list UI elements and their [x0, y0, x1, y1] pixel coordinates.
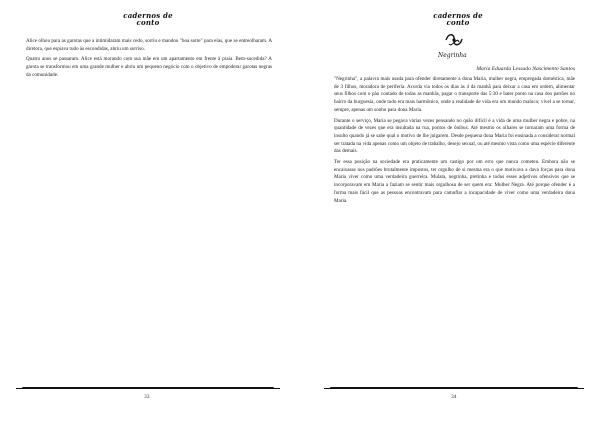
logo-line-2: conto: [136, 18, 160, 27]
story-subtitle: Negrinha: [438, 52, 467, 59]
author-byline: Maria Eduarda Lessado Nascimento Santos: [476, 66, 575, 72]
right-body-text: [334, 76, 575, 208]
left-body-text: [26, 38, 272, 83]
right-page: [300, 0, 600, 424]
left-paragraph-2: Quatro anos se passaram. Alice está morando com sua mãe em um apartamento em frente à praia. Bem-sucedida? A garota se transformou em uma grande mulher e abriu um pequeno negócio com o objetivo de empoderar garotas negras da comunidade.: [26, 56, 272, 78]
footer-rule: [22, 387, 274, 389]
logo-line-2: conto: [446, 18, 470, 27]
logo-line-1: cadernos de: [123, 11, 173, 20]
right-paragraph-1: "Negrinha", a palavra mais usada para ofender diretamente a dona Maria, mulher negra, empregada doméstica, mãe de 3 filhos, moradora de periferia. Acorda via todos os dias às 4 da manhã para deixar a casa em ordem, alimentar seus filhos com o pão contado de todas as manhãs, pagar o transporte das 5:30 e bater ponto na casa dos patrões no bairro da burguesia, onde tudo era mais harmônico, onde a realidade de vida era um mundo maluco; vivel a se tornar, sempre, apenas um sonho para dona Maria.: [334, 76, 575, 113]
right-paragraph-2: Durante o serviço, Maria se pegava várias vezes pensando no quão difícil é a vida de uma mulher negra e pobre, na quantidade de vezes que era insultada na rua, pontos de ônibus. Até mesmo os olhares se tornaram uma forma de insulto quando já se sabe qual o motivo de lhe julgarem. Desde pequena dona Maria foi ensinada a considerar normal ser tratada na vida apenas como um objeto de trabalho, desejo sexual, ou até mesmo vista como uma espécie diferente das demais.: [334, 117, 575, 155]
page-number: 33: [144, 394, 150, 400]
page-number: 34: [451, 394, 457, 400]
cadernos-logo: [118, 12, 178, 26]
flourish-ornament-icon: [443, 30, 465, 50]
right-paragraph-3: Ter essa posição na sociedade era praticamente um castigo por um erro que nunca cometeu. Embora não se encaixasse nos padrões brutalmente impostos, ter orgulho de si mesma era o que motivava a dava forças para dona Maria viver como uma verdadeira guerreira. Mulata, negrinha, pretinha e todos esses adjetivos ofensivos que se incorporavam em Maria a faziam se sentir mais orgulhosa de ser quem era: Mulher Negra. Até porque ofender é a forma mais fácil que as pessoas encontravam para camuflar a incapacidade de viver como uma verdadeira dona Maria.: [334, 159, 575, 204]
footer-rule: [330, 387, 578, 389]
logo-line-1: cadernos de: [433, 11, 483, 20]
left-paragraph-1: Alice olhou para as garotas que a intimidaram mais cedo, sorriu e mandou "boa sorte" para elas, que se entreolharam. A diretora, que espiava tudo às escondidas, abriu um sorriso.: [26, 38, 272, 52]
cadernos-logo: [428, 12, 488, 26]
